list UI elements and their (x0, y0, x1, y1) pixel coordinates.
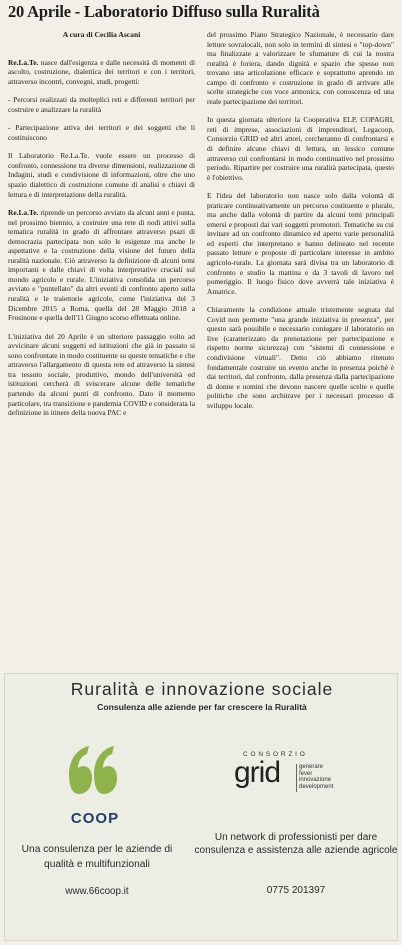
paragraph (8, 58, 195, 87)
paragraph-lead: Re.La.Te. (8, 57, 39, 67)
ad-subheadline: Consulenza alle aziende per far crescere la Ruralità (97, 702, 307, 712)
grid-description: Un network di professionisti per dare consulenza e assistenza alle aziende agricole (194, 832, 398, 856)
grid-tagline (299, 764, 333, 791)
byline: A cura di Cecilia Ascani (62, 30, 141, 39)
article-body (8, 30, 394, 670)
paragraph: del prossimo Piano Strategico Nazionale, è necessario dare letture sovralocali, non solo in termini di sintesi e "top-down" ma finalizzate a valorizzare le sfumature di cui la nostra ruralità è foriera, dando dignità e spazio che spesso non trovano una articolazione efficace e soprattutto aprendo un campo di confronto e costruzione in grado di arrivare alle scelte strategiche con voce armonica, con conoscenza ed una reale partecipazione dei territori. (207, 30, 394, 106)
coop-66-logo-icon (61, 744, 123, 814)
grid-tagline-line: development (299, 784, 334, 791)
article-title: 20 Aprile - Laboratorio Diffuso sulla Ruralità (8, 2, 320, 21)
paragraph: Il Laboratorio Re.La.Te. vuole essere un processo di confronto, connessione tra diverse dimensioni, realizzazione di Indagini, studi e condivisione di informazioni, oltre che uno spazio dialettico di costruzione comune di analisi e chiavi di lettura e di interpretazione della ruralità. (8, 151, 195, 199)
paragraph-lead: Re.La.Te. (8, 208, 39, 218)
coop-website-link[interactable]: www.66coop.it (65, 886, 129, 897)
paragraph: In questa giornata ulteriore la Cooperativa ELP, COPAGRI, reti di imprese, associazioni di imprenditori, Legacoop, Consorzio GRID ed altri attori, cercheranno di confrontarsi e di definire alcune chiavi di lettura, un lessico comune attraverso cui confrontarsi in modo continuativo nel prossimo periodo. Ripartire per costruire una ruralità partecipata, questo è l'obiettivo. (207, 115, 394, 182)
paragraph-text: nasce dall'esigenza e dalle necessità di momenti di ascolto, costruzione, dialettica dei territori e con i territori, attraverso incontri, convegni, studi, progetti: (8, 57, 195, 86)
grid-tagline-line: fever (299, 770, 313, 777)
grid-consorzio-label: CONSORZIO (243, 751, 308, 758)
grid-phone-number[interactable]: 0775 201397 (266, 885, 326, 896)
ad-headline: Ruralità e innovazione sociale (70, 679, 334, 699)
coop-description: Una consulenza per le aziende di qualità e multifunzionali (21, 844, 173, 870)
paragraph: - Percorsi realizzati da molteplici reti e differenti territori per costruire e analizzare la ruralità (8, 95, 195, 114)
paragraph: Chiaramente la condizione attuale tristemente segnata dal Covid non permette "una grande iniziativa in presenza", per questo sarà possibile e necessario coniugare il laboratorio on live (caratterizzato da prenotazione per partecipazione e rispetto norme sicurezza) con "sistemi di connessione e condivisione virtuali". Detto ciò abbiamo ritenuto fondamentale costruire un evento anche in presenza poiché è dai territori, dal confronto, dalla presenza dalla partecipazione di donne e uomini che devono nascere quelle scelte e quelle politiche che sono architrave per i necessari processo di sviluppo locale. (207, 305, 394, 410)
paragraph: - Partecipazione attiva dei territori e dei soggetti che li costituiscono (8, 123, 195, 142)
grid-tagline-line: generare (299, 764, 324, 770)
column-right (207, 30, 394, 670)
advertisement (4, 673, 398, 941)
grid-logo-divider (296, 764, 297, 792)
paragraph: E l'idea del laboratorio non nasce solo dalla volontà di praticare continuativamente un percorso costituente e plurale, ma anche dalla volontà di partire da alcuni temi principali emersi e proposti dai vari soggetti promotori. Tematiche su cui invitare ad un confronto dinamico ed aperto varie personalità ed esperti che interpretano e hanno delineato nel recente passato letture e proposte di particolare interesse in ambito agricolo-rurale. La giornata sarà divisa tra un laboratorio di confronto e studio la mattina e da 3 tavoli di lavoro nel pomeriggio. Il luogo fisico dove avverrà tale iniziativa è Amatrice. (207, 191, 394, 296)
grid-logo-text: grid (234, 756, 281, 789)
paragraph: L'iniziativa del 20 Aprile è un ulteriore passaggio volto ad avvicinare alcuni soggetti ed istituzioni che già in passato si sono confrontate in modo costituente su queste tematiche e che attraverso l'allargamento di questa rete ed attraverso la sintesi tra tessuto sociale, produttivo, mondo dell'università ed istituzioni cercherà di sviscerare alcune delle tematiche partendo da alcuni punti di confronto. Dato il momento particolare, tra transizione e pandemia COVID e considerata la definizione in itinere della nuova PAC e (8, 331, 195, 418)
grid-tagline-line: innovazione (299, 777, 332, 784)
column-left (8, 30, 195, 670)
paragraph (8, 208, 195, 323)
paragraph-text: riprende un percorso avviato da alcuni anni e punta, nel prossimo biennio, a costruire una rete di nodi attivi sulla tematica ruralità in grado di affrontare attraverso psazi di democrazia partecipata non solo le esigenze ma anche le aspettative e la costruzione della visione del futuro della ruralità nazionale. Ciò attraverso la definizione di alcuni temi importanti e dalle chiavi di volta interpretative cruciali sul mondo agricolo e rurale. L'iniziativa consolida un percorso avviato e "puntellato" da altri eventi di confronto aperto sulla ruralità e le traiettorie agricole, come l'iniziativa del 3 Dicembre 2015 a Roma, quella del 28 Maggio 2018 a Frosinone e quella dell'11 Giugno scorso effettuata online. (8, 208, 195, 323)
coop-logo-text: COOP (70, 810, 120, 827)
